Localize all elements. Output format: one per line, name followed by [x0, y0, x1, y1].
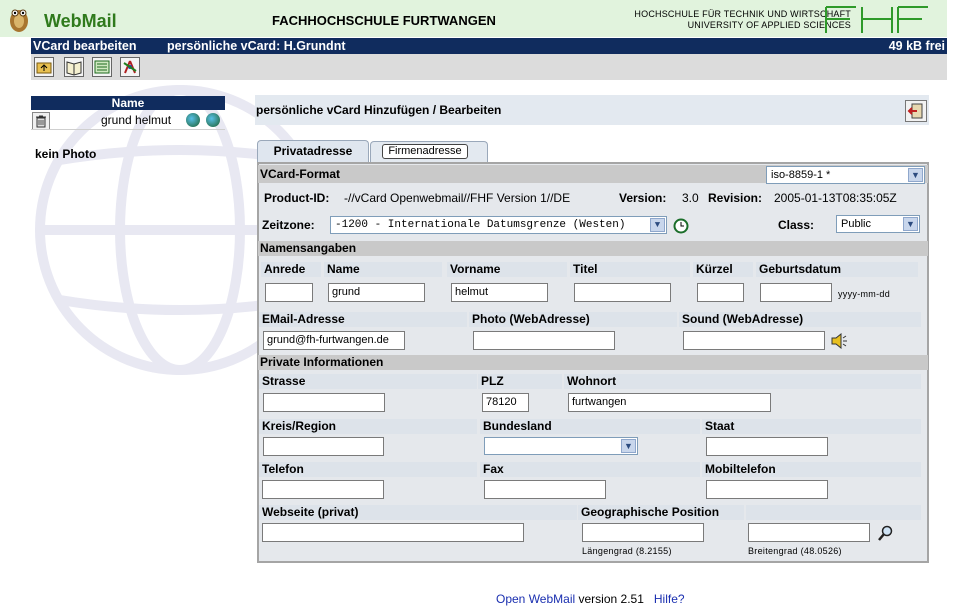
laengengrad-input[interactable]: [582, 523, 704, 542]
version-label: Version:: [619, 191, 667, 205]
geburtsdatum-label: Geburtsdatum: [756, 262, 918, 277]
back-button[interactable]: [905, 100, 927, 122]
help-link[interactable]: Hilfe?: [653, 592, 685, 606]
kuerzel-label: Kürzel: [693, 262, 753, 277]
speaker-icon[interactable]: [830, 333, 848, 349]
magnifier-icon[interactable]: [877, 524, 895, 542]
telefon-label: Telefon: [259, 462, 477, 477]
globe-icon[interactable]: [186, 113, 200, 127]
tab-firmenadresse-label[interactable]: Firmenadresse: [382, 144, 468, 159]
name-label: Name: [324, 262, 442, 277]
mobil-input[interactable]: [706, 480, 828, 499]
chevron-down-icon: ▼: [621, 439, 636, 453]
bundesland-select[interactable]: [484, 437, 638, 455]
vcard-format-label: VCard-Format: [258, 165, 928, 183]
geo-label: Geographische Position: [578, 505, 744, 520]
owl-logo-icon: [8, 5, 30, 33]
page-subtitle: persönliche vCard: H.Grundnt: [167, 39, 346, 53]
revision-value: 2005-01-13T08:35:05Z: [774, 191, 897, 205]
titel-input[interactable]: [574, 283, 671, 302]
page-title: VCard bearbeiten: [33, 39, 137, 53]
strasse-label: Strasse: [259, 374, 477, 389]
tab-firmenadresse[interactable]: [370, 141, 488, 162]
charset-value: iso-8859-1 *: [771, 169, 831, 181]
institution-subtitle: [634, 9, 851, 31]
institution-title: FACHHOCHSCHULE FURTWANGEN: [272, 13, 496, 28]
geo-label-filler: [746, 505, 921, 520]
laengengrad-hint: Längengrad (8.2155): [582, 546, 672, 556]
clock-icon[interactable]: [673, 218, 689, 234]
email-input[interactable]: grund@fh-furtwangen.de: [263, 331, 405, 350]
trash-icon: [33, 113, 49, 129]
tools-icon: [121, 58, 139, 76]
footer: [496, 592, 685, 606]
photo-label: Photo (WebAdresse): [469, 312, 677, 327]
openwebmail-link[interactable]: Open WebMail: [496, 592, 576, 606]
private-section-header: Private Informationen: [258, 355, 928, 370]
webseite-label: Webseite (privat): [259, 505, 577, 520]
class-label: Class:: [778, 218, 815, 232]
date-format-hint: yyyy-mm-dd: [838, 289, 890, 299]
no-photo-label: kein Photo: [35, 147, 97, 161]
telefon-input[interactable]: [262, 480, 384, 499]
app-title: WebMail: [44, 11, 117, 31]
fax-input[interactable]: [484, 480, 606, 499]
kreis-label: Kreis/Region: [259, 419, 477, 434]
addressbook-button[interactable]: [64, 57, 84, 77]
geburtsdatum-input[interactable]: [760, 283, 832, 302]
revision-label: Revision:: [708, 191, 763, 205]
chevron-down-icon: ▼: [903, 217, 918, 231]
tools-button[interactable]: [120, 57, 140, 77]
kuerzel-input[interactable]: [697, 283, 744, 302]
title-bar: [31, 38, 947, 54]
breitengrad-input[interactable]: [748, 523, 870, 542]
quota-indicator: 49 kB frei: [888, 39, 945, 53]
chevron-down-icon: ▼: [650, 218, 665, 232]
globe-icon[interactable]: [206, 113, 220, 127]
names-section-header: Namensangaben: [258, 241, 928, 256]
anrede-input[interactable]: [265, 283, 313, 302]
bundesland-label: Bundesland: [480, 419, 700, 434]
toolbar: [31, 54, 947, 80]
contacts-column-header[interactable]: Name: [31, 96, 225, 110]
timezone-label: Zeitzone:: [262, 218, 315, 232]
wohnort-input[interactable]: furtwangen: [568, 393, 771, 412]
fhf-logo: [824, 5, 930, 35]
staat-label: Staat: [702, 419, 921, 434]
list-icon: [93, 58, 111, 76]
anrede-label: Anrede: [261, 262, 321, 277]
staat-input[interactable]: [706, 437, 828, 456]
breitengrad-hint: Breitengrad (48.0526): [748, 546, 842, 556]
titel-label: Titel: [570, 262, 690, 277]
mobil-label: Mobiltelefon: [702, 462, 921, 477]
class-select[interactable]: [836, 215, 920, 233]
plz-input[interactable]: 78120: [482, 393, 529, 412]
version-value: 3.0: [682, 191, 699, 205]
plz-label: PLZ: [478, 374, 562, 389]
timezone-value: -1200 - Internationale Datumsgrenze (Westen): [335, 219, 626, 231]
delete-contact-button[interactable]: [32, 112, 50, 130]
addressbook-icon: [65, 58, 83, 76]
wohnort-label: Wohnort: [564, 374, 921, 389]
list-button[interactable]: [92, 57, 112, 77]
back-arrow-icon: [906, 101, 926, 121]
vorname-input[interactable]: helmut: [451, 283, 548, 302]
timezone-select[interactable]: [330, 216, 667, 234]
webseite-input[interactable]: [262, 523, 524, 542]
strasse-input[interactable]: [263, 393, 385, 412]
folder-up-icon: [35, 58, 53, 76]
institution-sub-line2: UNIVERSITY OF APPLIED SCIENCES: [687, 20, 851, 30]
class-value: Public: [841, 218, 871, 230]
version-text: version 2.51: [578, 592, 644, 606]
fax-label: Fax: [480, 462, 700, 477]
editor-title: persönliche vCard Hinzufügen / Bearbeiten: [256, 103, 502, 117]
kreis-input[interactable]: [263, 437, 384, 456]
row-divider: [31, 129, 225, 130]
charset-select[interactable]: [766, 166, 925, 184]
tab-privatadresse[interactable]: Privatadresse: [257, 140, 369, 162]
photo-url-input[interactable]: [473, 331, 615, 350]
institution-sub-line1: HOCHSCHULE FÜR TECHNIK UND WIRTSCHAFT: [634, 9, 851, 19]
vorname-label: Vorname: [447, 262, 567, 277]
name-input[interactable]: grund: [328, 283, 425, 302]
folder-up-button[interactable]: [34, 57, 54, 77]
contact-name[interactable]: grund helmut: [101, 113, 172, 127]
chevron-down-icon: ▼: [908, 168, 923, 182]
sound-url-input[interactable]: [683, 331, 825, 350]
product-id-value: -//vCard Openwebmail//FHF Version 1//DE: [344, 191, 571, 205]
email-label: EMail-Adresse: [259, 312, 467, 327]
product-id-label: Product-ID:: [264, 191, 330, 205]
sound-label: Sound (WebAdresse): [679, 312, 921, 327]
